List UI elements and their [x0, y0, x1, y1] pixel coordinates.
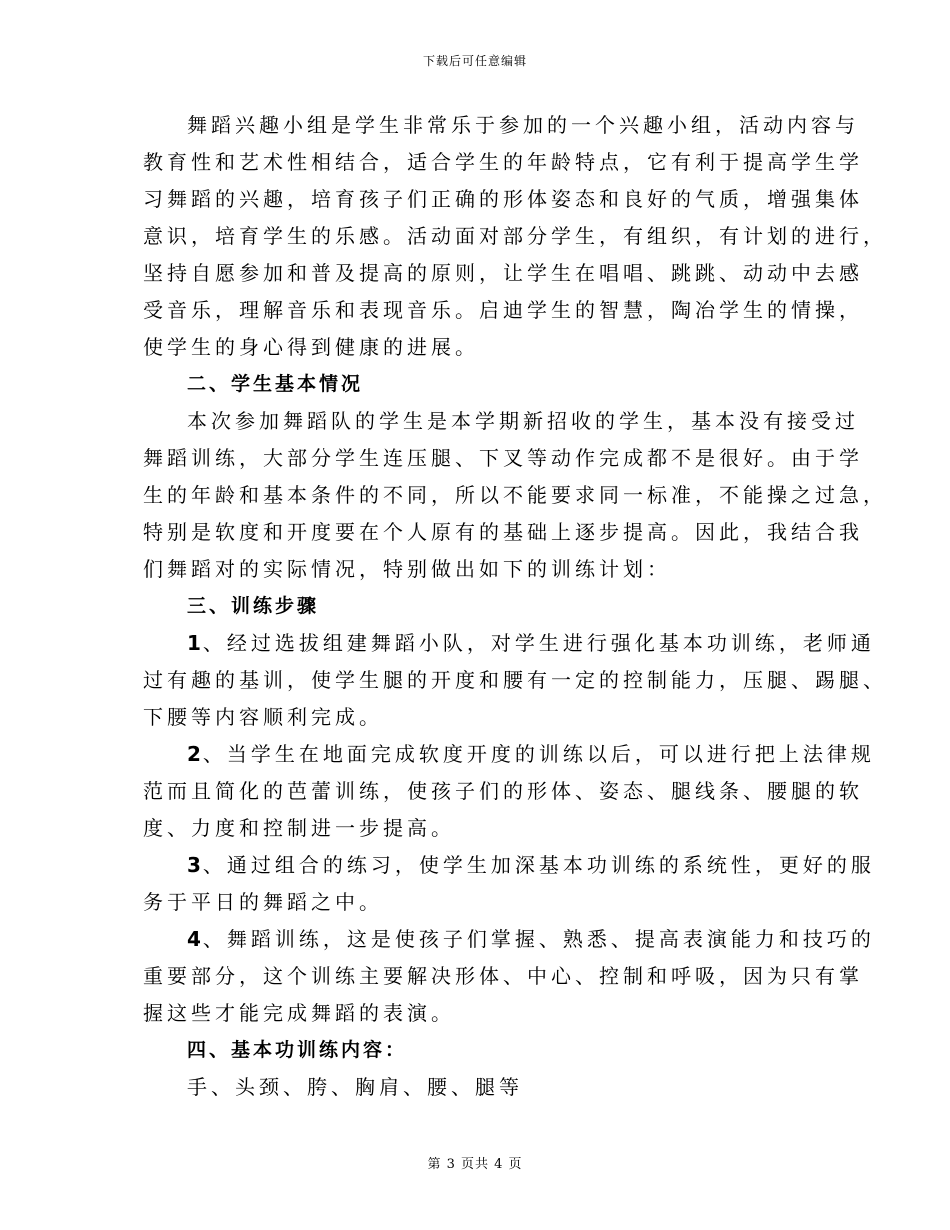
- text-line: 习舞蹈的兴趣，培育孩子们正确的形体姿态和良好的气质，增强集体: [143, 187, 863, 211]
- text-line: 范而且简化的芭蕾训练，使孩子们的形体、姿态、腿线条、腰腿的软: [143, 779, 863, 803]
- step-number: 3: [187, 853, 203, 877]
- intro-paragraph: [143, 107, 887, 366]
- section-heading-training-steps: 三、训练步骤: [187, 595, 320, 617]
- text-line: 生的年龄和基本条件的不同，所以不能要求同一标准，不能操之过急，: [143, 483, 887, 507]
- text-line: 务于平日的舞蹈之中。: [143, 890, 383, 914]
- text-line: 使学生的身心得到健康的进展。: [143, 335, 479, 359]
- text-line: 受音乐，理解音乐和表现音乐。启迪学生的智慧，陶冶学生的情操，: [143, 298, 863, 322]
- text-line: 本次参加舞蹈队的学生是本学期新招收的学生，基本没有接受过: [187, 409, 859, 433]
- text-line: 坚持自愿参加和普及提高的原则，让学生在唱唱、跳跳、动动中去感: [143, 261, 863, 285]
- training-step-4: [143, 921, 875, 1032]
- text-line: 过有趣的基训，使学生腿的开度和腰有一定的控制能力，压腿、踢腿、: [143, 668, 887, 692]
- text-line: 舞蹈训练，大部分学生连压腿、下叉等动作完成都不是很好。由于学: [143, 446, 863, 470]
- page-header-note: 下载后可任意编辑: [422, 54, 527, 68]
- text-line: 下腰等内容顺利完成。: [143, 705, 383, 729]
- text-line: 特别是软度和开度要在个人原有的基础上逐步提高。因此，我结合我: [143, 520, 863, 544]
- step-text: 、通过组合的练习，使学生加深基本功训练的系统性，更好的服: [202, 853, 875, 877]
- section-heading-basic-training: 四、基本功训练内容：: [187, 1039, 408, 1061]
- step-text: 、经过选拔组建舞蹈小队，对学生进行强化基本功训练，老师通: [202, 631, 875, 655]
- text-line: 握这些才能完成舞蹈的表演。: [143, 1001, 455, 1025]
- document-body: [143, 107, 887, 1106]
- text-line: [143, 921, 875, 958]
- text-line: 意识，培育学生的乐感。活动面对部分学生，有组织，有计划的进行，: [143, 224, 887, 248]
- step-number: 1: [187, 631, 203, 655]
- text-line: 重要部分，这个训练主要解决形体、中心、控制和呼吸，因为只有掌: [143, 964, 863, 988]
- training-step-3: [143, 847, 875, 921]
- basic-training-content: 手、头颈、胯、胸肩、腰、腿等: [187, 1075, 523, 1099]
- training-step-1: [143, 625, 887, 736]
- page-number-footer: 第 3 页共 4 页: [427, 1157, 523, 1172]
- text-line: 舞蹈兴趣小组是学生非常乐于参加的一个兴趣小组，活动内容与: [187, 113, 859, 137]
- section-heading-student-info: 二、学生基本情况: [187, 373, 364, 395]
- step-text: 、当学生在地面完成软度开度的训练以后，可以进行把上法律规: [202, 742, 875, 766]
- text-line: [143, 847, 875, 884]
- training-step-2: [143, 736, 875, 847]
- text-line: 教育性和艺术性相结合，适合学生的年龄特点，它有利于提高学生学: [143, 150, 863, 174]
- text-line: [143, 625, 875, 662]
- student-info-paragraph: [143, 403, 887, 588]
- text-line: [143, 736, 875, 773]
- step-number: 2: [187, 742, 203, 766]
- step-text: 、舞蹈训练，这是使孩子们掌握、熟悉、提高表演能力和技巧的: [202, 927, 875, 951]
- text-line: 们舞蹈对的实际情况，特别做出如下的训练计划：: [143, 557, 671, 581]
- text-line: 度、力度和控制进一步提高。: [143, 816, 455, 840]
- step-number: 4: [187, 927, 203, 951]
